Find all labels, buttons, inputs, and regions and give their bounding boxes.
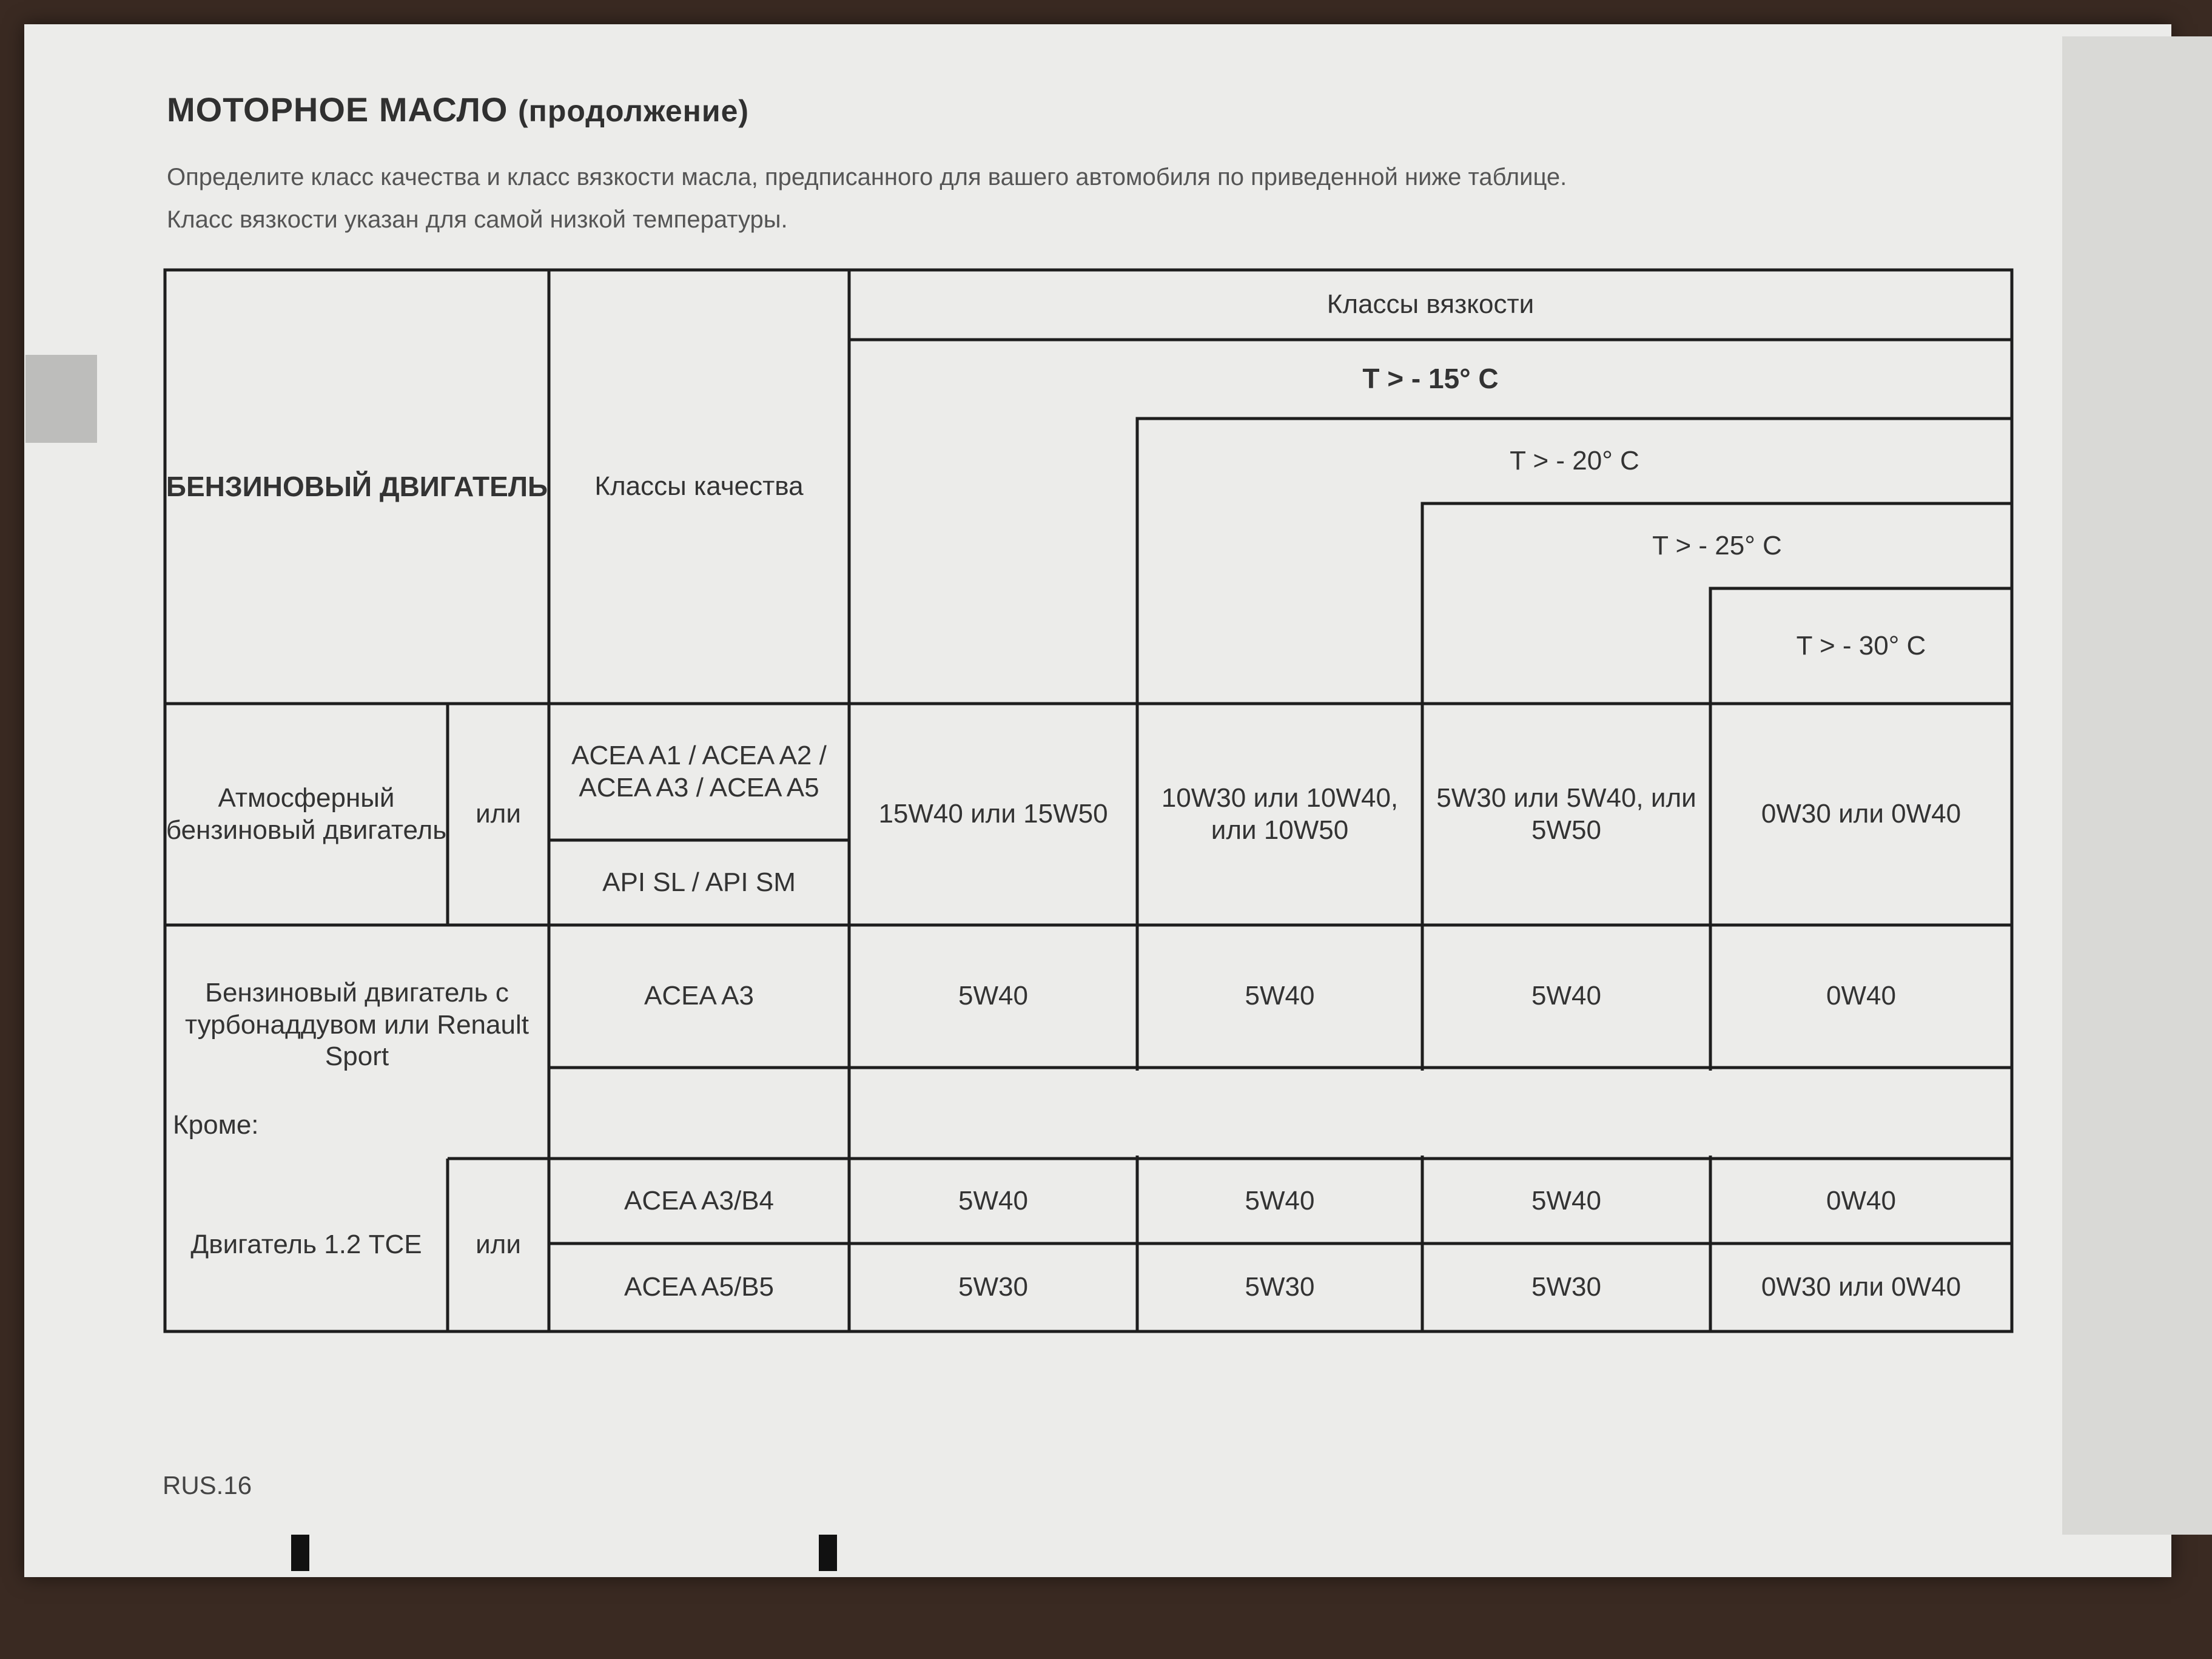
row-tce-engine: Двигатель 1.2 TCE [190, 1230, 422, 1260]
temp-minus-15: T > - 15° C [1362, 363, 1499, 395]
page-title-main: МОТОРНОЕ МАСЛО [167, 90, 508, 129]
header-viscosity: Классы вязкости [1326, 289, 1535, 320]
row-atmo-quality-acea: ACEA A1 / ACEA A2 / ACEA A3 / ACEA A5 [571, 740, 827, 803]
page-number: RUS.16 [163, 1471, 252, 1499]
row-tce-b4-v30: 0W40 [1826, 1185, 1896, 1216]
row-atmo-engine: Атмосферный бензиновый двигатель [166, 782, 447, 845]
row-turbo-v30: 0W40 [1826, 981, 1896, 1011]
header-quality: Классы качества [594, 471, 804, 502]
row-turbo-quality: ACEA A3 [644, 981, 754, 1011]
row-tce-b5-v15: 5W30 [958, 1272, 1028, 1302]
row-tce-quality-b5: ACEA A5/B5 [624, 1272, 775, 1302]
row-turbo-v15: 5W40 [958, 981, 1028, 1011]
intro-line-1: Определите класс качества и класс вязкости масла, предписанного для вашего автомобиля по приведенной ниже таблице. [167, 164, 1567, 190]
temp-minus-25: T > - 25° C [1652, 530, 1782, 560]
row-tce-b5-v25: 5W30 [1531, 1272, 1601, 1302]
row-atmo-quality-api: API SL / API SM [602, 867, 796, 897]
header-engine: БЕНЗИНОВЫЙ ДВИГАТЕЛЬ [166, 470, 548, 502]
intro-line-2: Класс вязкости указан для самой низкой температуры. [167, 206, 788, 233]
row-turbo-v25: 5W40 [1531, 981, 1601, 1011]
row-atmo-or: или [476, 799, 521, 829]
row-tce-quality-b4: ACEA A3/B4 [624, 1185, 775, 1216]
row-turbo-v20: 5W40 [1245, 981, 1315, 1011]
row-atmo-v15: 15W40 или 15W50 [878, 799, 1108, 829]
row-tce-b5-v20: 5W30 [1245, 1272, 1315, 1302]
row-atmo-v30: 0W30 или 0W40 [1761, 799, 1962, 829]
row-atmo-v25: 5W30 или 5W40, или 5W50 [1436, 782, 1696, 845]
page-title-suffix: (продолжение) [518, 94, 750, 128]
row-tce-b5-v30: 0W30 или 0W40 [1761, 1272, 1962, 1302]
temp-minus-20: T > - 20° C [1510, 445, 1639, 476]
row-atmo-v20: 10W30 или 10W40, или 10W50 [1161, 782, 1399, 845]
row-tce-b4-v25: 5W40 [1531, 1185, 1601, 1216]
row-turbo-engine: Бензиновый двигатель с турбонаддувом или Renault Sport [185, 977, 529, 1072]
except-label: Кроме: [173, 1109, 259, 1140]
row-tce-b4-v20: 5W40 [1245, 1185, 1315, 1216]
row-tce-or: или [476, 1230, 521, 1260]
temp-minus-30: T > - 30° C [1796, 630, 1926, 661]
row-tce-b4-v15: 5W40 [958, 1185, 1028, 1216]
